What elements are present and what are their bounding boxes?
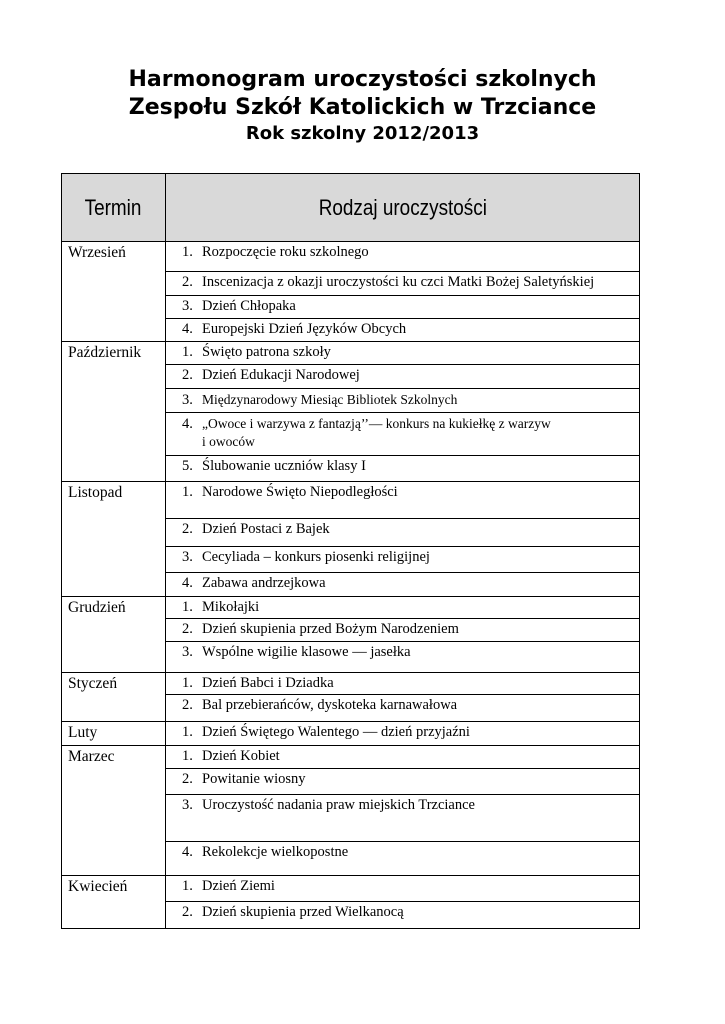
event-item: 2. Dzień Postaci z Bajek (166, 519, 640, 547)
month-cell: Grudzień (62, 597, 166, 673)
table-header-row (62, 174, 640, 242)
event-item: 1. Rozpoczęcie roku szkolnego (166, 242, 640, 272)
event-item: 1. Dzień Babci i Dziadka (166, 673, 640, 695)
table-row (62, 673, 640, 695)
event-item: 1. Dzień Kobiet (166, 746, 640, 769)
event-item: 1. Dzień Świętego Walentego — dzień przyjaźni (166, 722, 640, 746)
table-row (62, 722, 640, 746)
month-cell: Styczeń (62, 673, 166, 722)
event-item: 2. Inscenizacja z okazji uroczystości ku czci Matki Bożej Saletyńskiej (166, 272, 640, 296)
month-cell: Marzec (62, 746, 166, 876)
table-row (62, 482, 640, 519)
event-item: 2. Dzień skupienia przed Bożym Narodzeniem (166, 619, 640, 642)
table-row (62, 342, 640, 365)
event-item: 4. Rekolekcje wielkopostne (166, 842, 640, 876)
event-item: 3. Uroczystość nadania praw miejskich Trzciance (166, 795, 640, 842)
table-row (62, 876, 640, 902)
month-cell: Luty (62, 722, 166, 746)
event-item: 2. Bal przebierańców, dyskoteka karnawałowa (166, 695, 640, 722)
column-header-term: Termin (62, 174, 166, 242)
month-cell: Kwiecień (62, 876, 166, 929)
school-name: Zespołu Szkół Katolickich w Trzciance (128, 95, 597, 120)
event-item: 2. Dzień Edukacji Narodowej (166, 365, 640, 389)
event-item: 4. „Owoce i warzywa z fantazją’’— konkurs na kukiełkę z warzyw i owoców (166, 413, 640, 456)
month-cell: Październik (62, 342, 166, 482)
table-row (62, 597, 640, 619)
event-item: 3. Dzień Chłopaka (166, 296, 640, 319)
document-title: Harmonogram uroczystości szkolnych (128, 67, 597, 92)
month-cell: Listopad (62, 482, 166, 597)
month-cell: Wrzesień (62, 242, 166, 342)
event-item: 3. Międzynarodowy Miesiąc Bibliotek Szkolnych (166, 389, 640, 413)
event-item: 4. Europejski Dzień Języków Obcych (166, 319, 640, 342)
event-item: 3. Wspólne wigilie klasowe — jasełka (166, 642, 640, 673)
event-item: 1. Święto patrona szkoły (166, 342, 640, 365)
school-year: Rok szkolny 2012/2013 (245, 123, 480, 144)
event-item: 1. Dzień Ziemi (166, 876, 640, 902)
event-item: 4. Zabawa andrzejkowa (166, 573, 640, 597)
schedule-table (61, 173, 640, 929)
table-row (62, 746, 640, 769)
event-item: 5. Ślubowanie uczniów klasy I (166, 456, 640, 482)
event-item: 3. Cecyliada – konkurs piosenki religijnej (166, 547, 640, 573)
event-item: 2. Dzień skupienia przed Wielkanocą (166, 902, 640, 929)
event-item: 1. Mikołajki (166, 597, 640, 619)
event-item: 2. Powitanie wiosny (166, 769, 640, 795)
event-item: 1. Narodowe Święto Niepodległości (166, 482, 640, 519)
column-header-type: Rodzaj uroczystości (166, 174, 640, 242)
table-row (62, 242, 640, 272)
